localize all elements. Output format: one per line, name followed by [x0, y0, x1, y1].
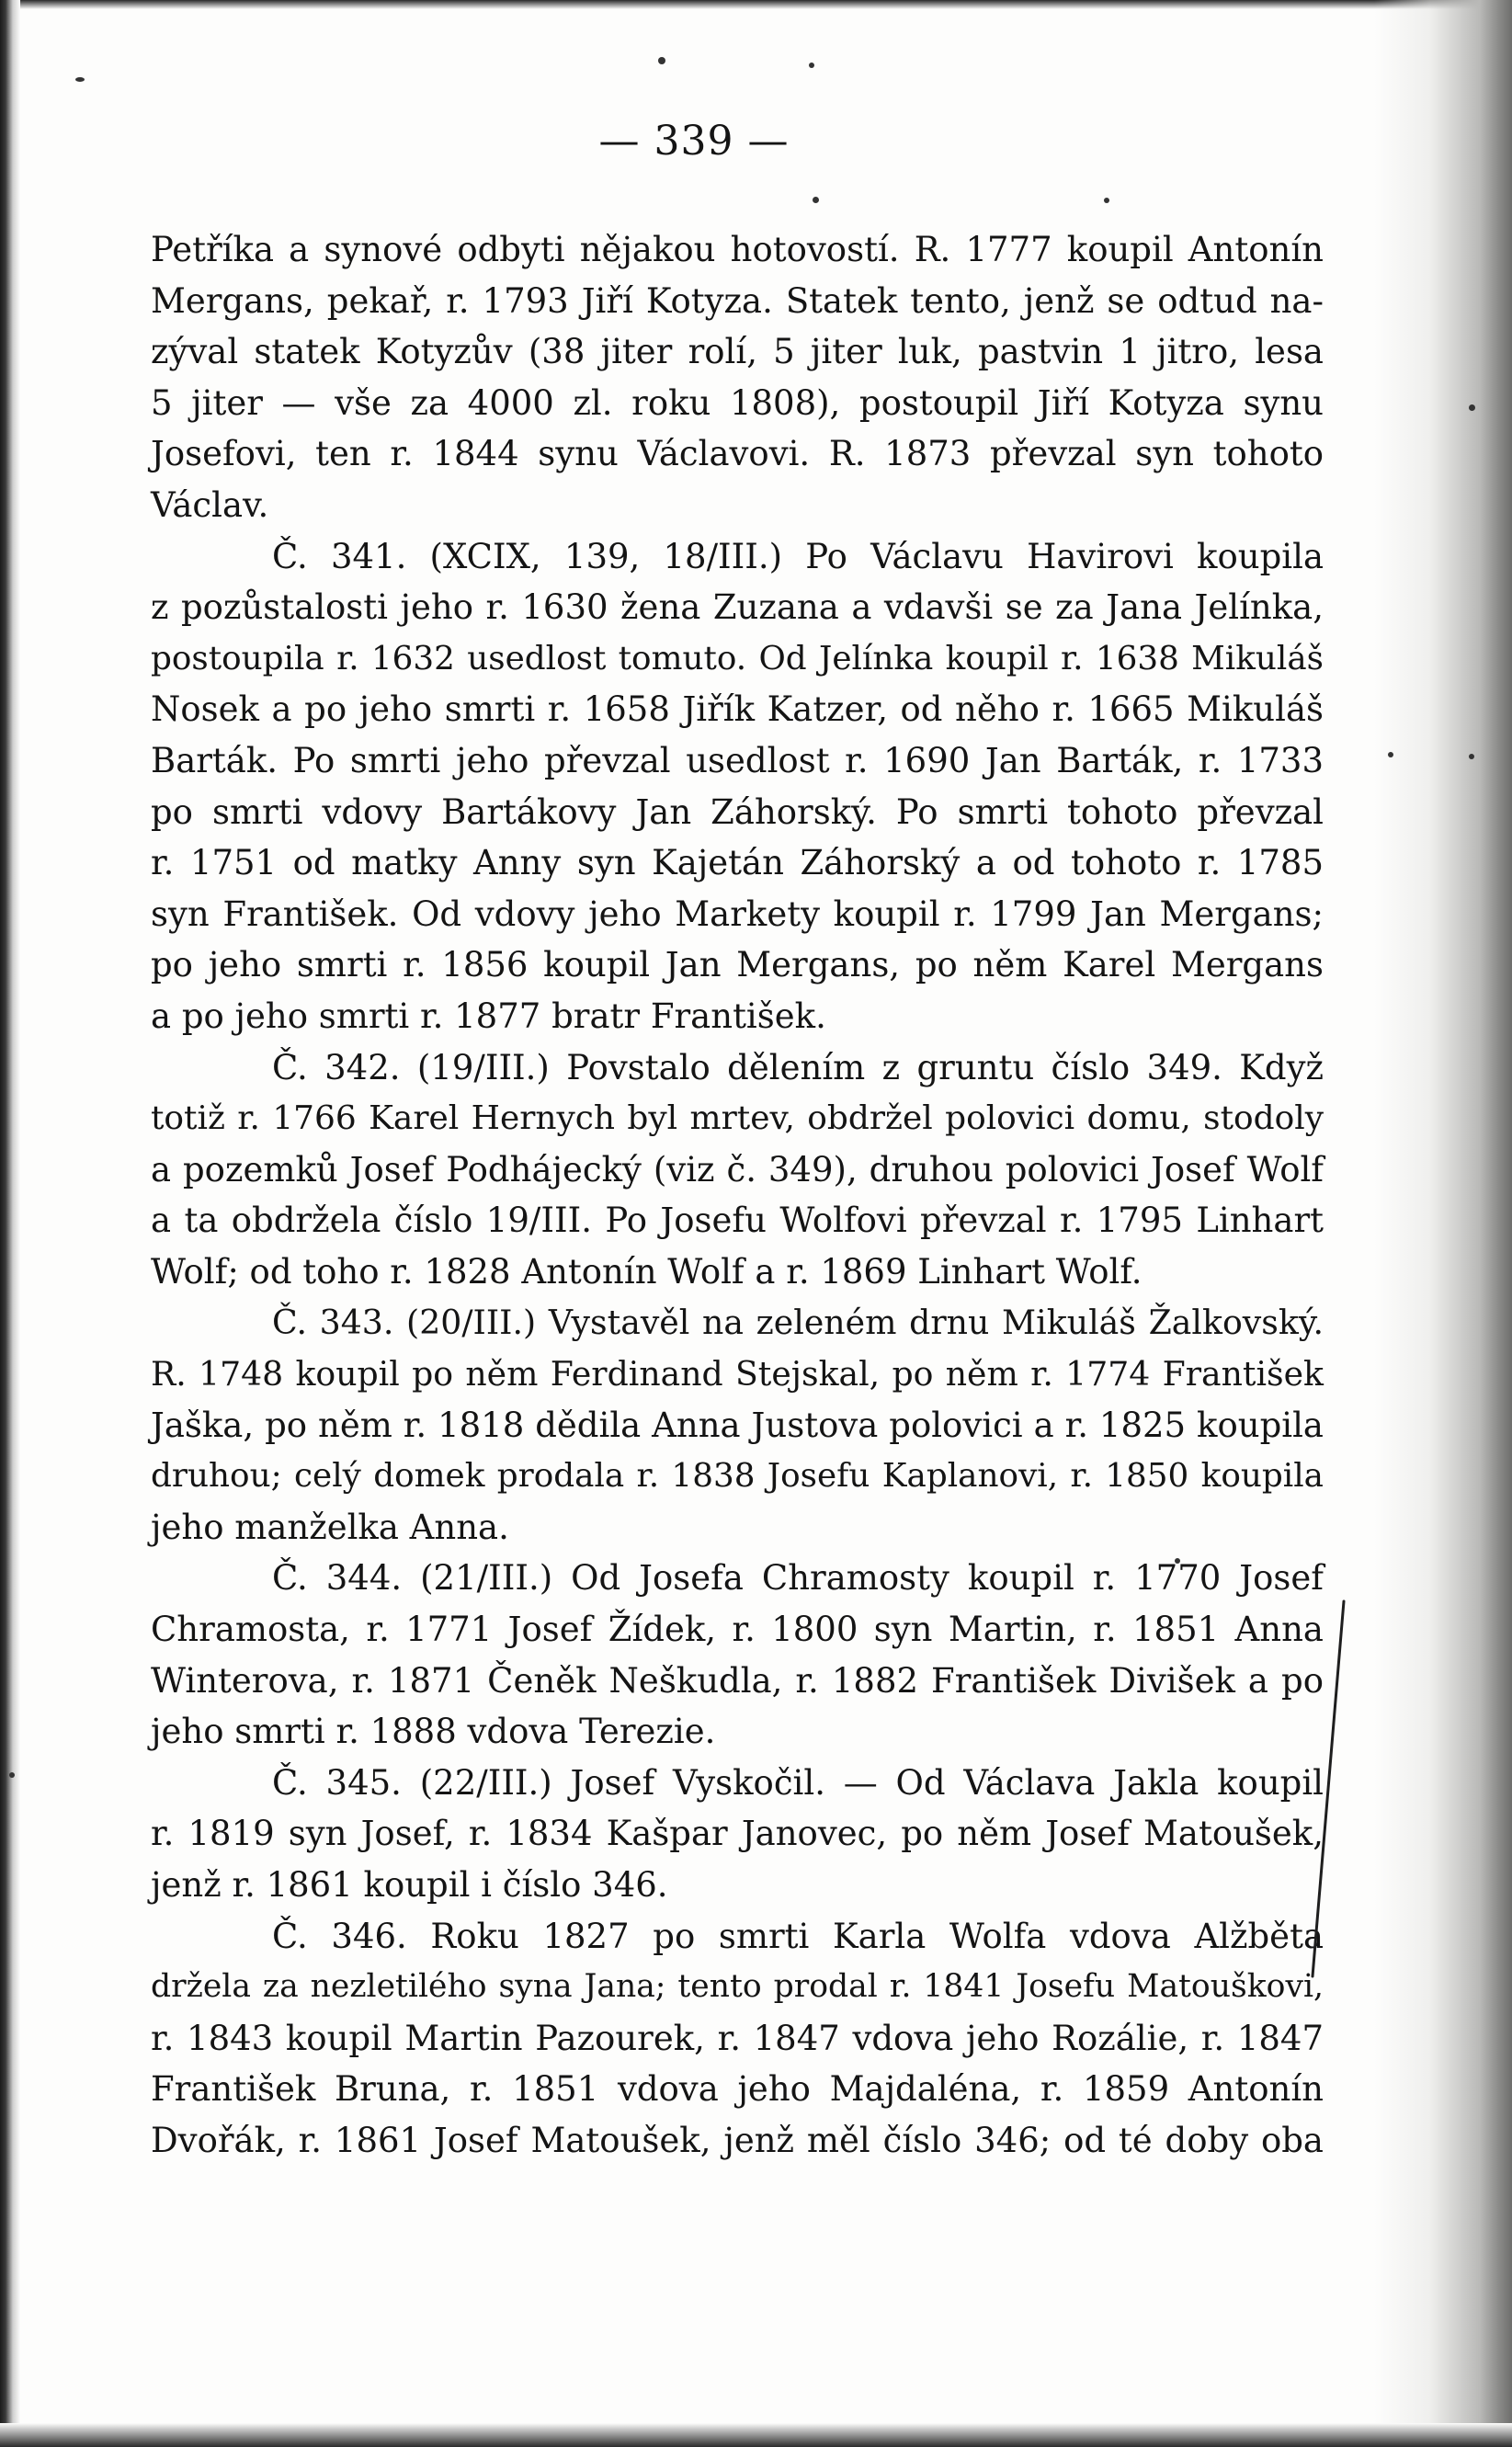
text-line: Winterova, r. 1871 Čeněk Neškudla, r. 1882 František Divišek a po — [151, 1660, 1324, 1701]
text-line: Č. 341. (XCIX, 139, 18/III.) Po Václavu Havirovi koupila — [272, 536, 1324, 576]
scan-speck — [658, 57, 665, 64]
page-left-edge — [0, 0, 20, 2447]
text-line: Dvořák, r. 1861 Josef Matoušek, jenž měl číslo 346; od té doby oba — [151, 2120, 1324, 2160]
page-bottom-edge — [0, 2423, 1512, 2447]
scan-speck — [9, 1772, 15, 1778]
text-line: držela za nezletilého syna Jana; tento prodal r. 1841 Josefu Matouškovi, — [151, 1968, 1324, 2006]
text-line: po smrti vdovy Bartákovy Jan Záhorský. Po smrti tohoto převzal — [151, 791, 1324, 832]
page-top-edge — [0, 0, 1512, 9]
text-line: jeho manželka Anna. — [151, 1507, 509, 1547]
text-line: Č. 346. Roku 1827 po smrti Karla Wolfa vdova Alžběta — [272, 1916, 1324, 1956]
text-line: syn František. Od vdovy jeho Markety koupil r. 1799 Jan Mergans; — [151, 893, 1324, 934]
text-line: Jaška, po něm r. 1818 dědila Anna Justova polovici a r. 1825 koupila — [151, 1405, 1324, 1445]
text-line: zýval statek Kotyzův (38 jiter rolí, 5 jiter luk, pastvin 1 jitro, lesa — [151, 332, 1324, 372]
scan-speck — [1469, 404, 1475, 411]
scan-speck — [1104, 198, 1109, 203]
scan-speck — [1469, 754, 1474, 759]
text-line: r. 1751 od matky Anny syn Kajetán Záhorský a od tohoto r. 1785 — [151, 843, 1324, 883]
scan-speck — [1388, 752, 1393, 757]
text-line: Wolf; od toho r. 1828 Antonín Wolf a r. 1869 Linhart Wolf. — [151, 1251, 1143, 1292]
text-line: Č. 342. (19/III.) Povstalo dělením z gruntu číslo 349. Když — [272, 1047, 1324, 1087]
text-line: postoupila r. 1632 usedlost tomuto. Od Jelínka koupil r. 1638 Mikuláš — [151, 639, 1324, 677]
text-line: Mergans, pekař, r. 1793 Jiří Kotyza. Statek tento, jenž se odtud na- — [151, 280, 1324, 321]
text-line: Č. 344. (21/III.) Od Josefa Chramosty koupil r. 1770 Josef — [272, 1558, 1324, 1599]
text-line: Barták. Po smrti jeho převzal usedlost r. 1690 Jan Barták, r. 1733 — [151, 740, 1324, 780]
text-line: Č. 345. (22/III.) Josef Vyskočil. — Od Václava Jakla koupil — [272, 1762, 1324, 1803]
text-line: Chramosta, r. 1771 Josef Žídek, r. 1800 syn Martin, r. 1851 Anna — [151, 1610, 1324, 1650]
text-line: Václav. — [151, 484, 269, 525]
text-line: Nosek a po jeho smrti r. 1658 Jiřík Katzer, od něho r. 1665 Mikuláš — [151, 689, 1324, 730]
body-text — [151, 224, 1324, 2167]
text-line: jeho smrti r. 1888 vdova Terezie. — [151, 1712, 716, 1752]
text-line: Petříka a synové odbyti nějakou hotovostí. R. 1777 koupil Antonín — [151, 230, 1324, 269]
page-number: — 339 — — [598, 118, 790, 165]
text-line: r. 1843 koupil Martin Pazourek, r. 1847 vdova jeho Rozálie, r. 1847 — [151, 2018, 1324, 2058]
text-line: a po jeho smrti r. 1877 bratr František. — [151, 996, 826, 1036]
text-line: R. 1748 koupil po něm Ferdinand Stejskal, po něm r. 1774 František — [151, 1354, 1324, 1394]
text-line: Č. 343. (20/III.) Vystavěl na zeleném drnu Mikuláš Žalkovský. — [272, 1303, 1324, 1343]
text-line: po jeho smrti r. 1856 koupil Jan Mergans, po něm Karel Mergans — [151, 945, 1324, 985]
scan-speck — [809, 63, 814, 68]
text-line: r. 1819 syn Josef, r. 1834 Kašpar Janovec, po něm Josef Matoušek, — [151, 1814, 1324, 1854]
text-line: 5 jiter — vše za 4000 zl. roku 1808), postoupil Jiří Kotyza synu — [151, 382, 1324, 423]
page-right-shadow — [1374, 0, 1512, 2447]
scan-speck — [75, 77, 85, 82]
text-line: Josefovi, ten r. 1844 synu Václavovi. R. 1873 převzal syn tohoto — [151, 434, 1324, 474]
text-line: druhou; celý domek prodala r. 1838 Josefu Kaplanovi, r. 1850 koupila — [151, 1457, 1324, 1496]
text-line: jenž r. 1861 koupil i číslo 346. — [151, 1865, 668, 1905]
margin-pencil-stroke — [1311, 1596, 1347, 1982]
scan-speck — [813, 197, 819, 203]
text-line: a pozemků Josef Podhájecký (viz č. 349), druhou polovici Josef Wolf — [151, 1149, 1324, 1189]
text-line: totiž r. 1766 Karel Hernych byl mrtev, obdržel polovici domu, stodoly — [151, 1099, 1324, 1138]
text-line: František Bruna, r. 1851 vdova jeho Majdaléna, r. 1859 Antonín — [151, 2069, 1324, 2110]
text-line: a ta obdržela číslo 19/III. Po Josefu Wolfovi převzal r. 1795 Linhart — [151, 1201, 1324, 1241]
text-line: z pozůstalosti jeho r. 1630 žena Zuzana a vdavši se za Jana Jelínka, — [151, 587, 1324, 628]
